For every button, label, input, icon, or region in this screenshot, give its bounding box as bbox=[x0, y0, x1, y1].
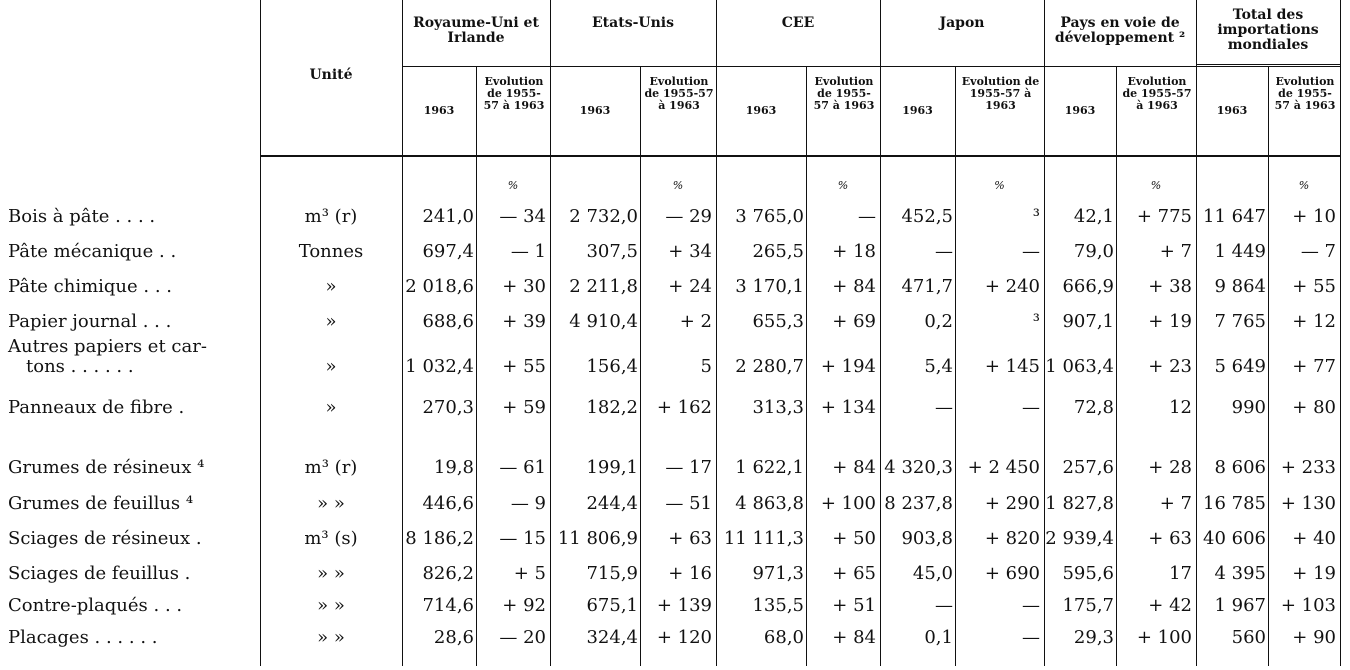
cell-value-1963: 307,5 bbox=[586, 241, 638, 262]
cell-value-1963: 135,5 bbox=[752, 595, 804, 616]
cell-value-1963: 4 910,4 bbox=[569, 311, 638, 332]
row-label: tons . . . . . . bbox=[26, 356, 134, 377]
cell-evolution: + 134 bbox=[820, 397, 876, 418]
cell-evolution: + 51 bbox=[832, 595, 876, 616]
cell-value-1963: 826,2 bbox=[422, 563, 474, 584]
year-header: 1963 bbox=[1064, 104, 1096, 117]
cell-value-1963: 1 063,4 bbox=[1045, 356, 1114, 377]
cell-evolution: + 2 450 bbox=[967, 457, 1040, 478]
cell-value-1963: 714,6 bbox=[422, 595, 474, 616]
cell-value-1963: 1 622,1 bbox=[735, 457, 804, 478]
header-rule-total bbox=[1196, 64, 1340, 65]
row-label: Panneaux de fibre . bbox=[8, 397, 185, 418]
cell-value-1963: 199,1 bbox=[586, 457, 638, 478]
header-rule-upper bbox=[402, 66, 1340, 67]
group-header: Total des importations mondiales bbox=[1217, 7, 1319, 53]
cell-evolution: 5 bbox=[700, 356, 712, 377]
cell-value-1963: 175,7 bbox=[1062, 595, 1114, 616]
year-header: 1963 bbox=[745, 104, 777, 117]
cell-value-1963: 715,9 bbox=[586, 563, 638, 584]
cell-evolution: + 84 bbox=[832, 276, 876, 297]
cell-evolution: — 15 bbox=[499, 528, 546, 549]
cell-evolution: — bbox=[1022, 241, 1040, 262]
cell-value-1963: 182,2 bbox=[586, 397, 638, 418]
cell-evolution: + 39 bbox=[502, 311, 546, 332]
cell-value-1963: 16 785 bbox=[1203, 493, 1266, 514]
cell-evolution: 17 bbox=[1169, 563, 1192, 584]
cell-evolution: + 28 bbox=[1148, 457, 1192, 478]
cell-value-1963: 42,1 bbox=[1073, 206, 1114, 227]
cell-evolution: + 90 bbox=[1292, 627, 1336, 648]
cell-value-1963: 990 bbox=[1231, 397, 1266, 418]
cell-evolution: + 194 bbox=[820, 356, 876, 377]
evolution-header: Evolution de 1955-57 à 1963 bbox=[1274, 75, 1336, 112]
cell-evolution: + 290 bbox=[984, 493, 1040, 514]
cell-evolution: + 100 bbox=[1136, 627, 1192, 648]
group-header: CEE bbox=[781, 15, 815, 31]
cell-evolution: + 50 bbox=[832, 528, 876, 549]
cell-value-1963: 45,0 bbox=[912, 563, 953, 584]
row-label: Pâte mécanique . . bbox=[8, 241, 177, 262]
percent-symbol: % bbox=[1298, 179, 1310, 192]
cell-evolution: + 65 bbox=[832, 563, 876, 584]
group-header: Etats-Unis bbox=[592, 15, 674, 31]
row-label: Sciages de résineux . bbox=[8, 528, 202, 549]
cell-value-1963: 5 649 bbox=[1214, 356, 1266, 377]
cell-value-1963: 0,2 bbox=[924, 311, 953, 332]
cell-value-1963: 446,6 bbox=[422, 493, 474, 514]
cell-value-1963: 4 395 bbox=[1214, 563, 1266, 584]
row-label: Papier journal . . . bbox=[8, 311, 172, 332]
cell-evolution: + 775 bbox=[1136, 206, 1192, 227]
cell-evolution: + 77 bbox=[1292, 356, 1336, 377]
cell-value-1963: 68,0 bbox=[763, 627, 804, 648]
cell-evolution: + 7 bbox=[1159, 241, 1192, 262]
cell-value-1963: 666,9 bbox=[1062, 276, 1114, 297]
cell-value-1963: 1 449 bbox=[1214, 241, 1266, 262]
cell-evolution: + 42 bbox=[1148, 595, 1192, 616]
cell-value-1963: 5,4 bbox=[924, 356, 953, 377]
cell-value-1963: 241,0 bbox=[422, 206, 474, 227]
cell-evolution: + 19 bbox=[1292, 563, 1336, 584]
cell-evolution: ³ bbox=[1032, 206, 1040, 227]
cell-evolution: + 820 bbox=[984, 528, 1040, 549]
cell-evolution: + 69 bbox=[832, 311, 876, 332]
row-unit: m³ (r) bbox=[304, 457, 358, 478]
group-header: Royaume-Uni et Irlande bbox=[413, 15, 539, 46]
cell-evolution: + 145 bbox=[984, 356, 1040, 377]
cell-value-1963: 244,4 bbox=[586, 493, 638, 514]
cell-evolution: + 2 bbox=[679, 311, 712, 332]
cell-value-1963: 11 111,3 bbox=[723, 528, 804, 549]
cell-value-1963: 257,6 bbox=[1062, 457, 1114, 478]
cell-value-1963: 2 280,7 bbox=[735, 356, 804, 377]
year-header: 1963 bbox=[579, 104, 611, 117]
cell-value-1963: 324,4 bbox=[586, 627, 638, 648]
cell-value-1963: 560 bbox=[1231, 627, 1266, 648]
evolution-header: Evolution de 1955-57 à 1963 bbox=[644, 75, 714, 112]
cell-value-1963: 903,8 bbox=[901, 528, 953, 549]
percent-symbol: % bbox=[507, 179, 519, 192]
cell-value-1963: 11 647 bbox=[1203, 206, 1266, 227]
group-header: Pays en voie de développement ² bbox=[1054, 15, 1186, 46]
cell-evolution: + 233 bbox=[1280, 457, 1336, 478]
row-unit: » » bbox=[317, 627, 345, 648]
cell-value-1963: 8 606 bbox=[1214, 457, 1266, 478]
cell-evolution: + 92 bbox=[502, 595, 546, 616]
row-unit: » bbox=[325, 356, 337, 377]
cell-evolution: — 20 bbox=[499, 627, 546, 648]
cell-value-1963: 72,8 bbox=[1073, 397, 1114, 418]
cell-evolution: — 34 bbox=[499, 206, 546, 227]
cell-value-1963: 655,3 bbox=[752, 311, 804, 332]
cell-value-1963: 971,3 bbox=[752, 563, 804, 584]
cell-value-1963: — bbox=[935, 241, 953, 262]
cell-evolution: — 7 bbox=[1300, 241, 1336, 262]
cell-value-1963: 270,3 bbox=[422, 397, 474, 418]
cell-value-1963: 907,1 bbox=[1062, 311, 1114, 332]
row-label: Placages . . . . . . bbox=[8, 627, 158, 648]
cell-value-1963: 79,0 bbox=[1073, 241, 1114, 262]
cell-evolution: + 240 bbox=[984, 276, 1040, 297]
cell-evolution: + 63 bbox=[668, 528, 712, 549]
cell-evolution: — 61 bbox=[499, 457, 546, 478]
cell-evolution: + 59 bbox=[502, 397, 546, 418]
cell-evolution: + 80 bbox=[1292, 397, 1336, 418]
cell-evolution: ³ bbox=[1032, 311, 1040, 332]
row-label: Pâte chimique . . . bbox=[8, 276, 172, 297]
cell-value-1963: 688,6 bbox=[422, 311, 474, 332]
cell-evolution: + 30 bbox=[502, 276, 546, 297]
cell-value-1963: 2 211,8 bbox=[569, 276, 638, 297]
row-label: Contre-plaqués . . . bbox=[8, 595, 183, 616]
cell-evolution: — bbox=[1022, 627, 1040, 648]
cell-value-1963: 697,4 bbox=[422, 241, 474, 262]
cell-value-1963: 8 237,8 bbox=[884, 493, 953, 514]
cell-evolution: + 162 bbox=[656, 397, 712, 418]
row-unit: m³ (r) bbox=[304, 206, 358, 227]
cell-value-1963: 595,6 bbox=[1062, 563, 1114, 584]
cell-evolution: — 51 bbox=[665, 493, 712, 514]
cell-value-1963: 156,4 bbox=[586, 356, 638, 377]
cell-value-1963: 4 863,8 bbox=[735, 493, 804, 514]
cell-evolution: — bbox=[858, 206, 876, 227]
cell-evolution: + 34 bbox=[668, 241, 712, 262]
cell-value-1963: 2 939,4 bbox=[1045, 528, 1114, 549]
cell-value-1963: 452,5 bbox=[901, 206, 953, 227]
row-unit: » bbox=[325, 276, 337, 297]
cell-evolution: + 10 bbox=[1292, 206, 1336, 227]
group-header: Japon bbox=[939, 15, 985, 31]
cell-value-1963: 2 732,0 bbox=[569, 206, 638, 227]
cell-evolution: — 9 bbox=[510, 493, 546, 514]
cell-value-1963: 40 606 bbox=[1203, 528, 1266, 549]
cell-value-1963: 4 320,3 bbox=[884, 457, 953, 478]
cell-evolution: + 19 bbox=[1148, 311, 1192, 332]
row-unit: Tonnes bbox=[298, 241, 364, 262]
cell-evolution: + 120 bbox=[656, 627, 712, 648]
cell-evolution: + 690 bbox=[984, 563, 1040, 584]
cell-value-1963: — bbox=[935, 397, 953, 418]
cell-value-1963: 1 967 bbox=[1214, 595, 1266, 616]
cell-evolution: 12 bbox=[1169, 397, 1192, 418]
cell-value-1963: 7 765 bbox=[1214, 311, 1266, 332]
row-label: Sciages de feuillus . bbox=[8, 563, 191, 584]
cell-evolution: — bbox=[1022, 397, 1040, 418]
cell-value-1963: 9 864 bbox=[1214, 276, 1266, 297]
cell-value-1963: 2 018,6 bbox=[405, 276, 474, 297]
column-rule bbox=[1340, 0, 1341, 666]
cell-value-1963: 265,5 bbox=[752, 241, 804, 262]
cell-value-1963: 8 186,2 bbox=[405, 528, 474, 549]
cell-evolution: + 40 bbox=[1292, 528, 1336, 549]
cell-evolution: — bbox=[1022, 595, 1040, 616]
cell-evolution: + 12 bbox=[1292, 311, 1336, 332]
percent-symbol: % bbox=[837, 179, 849, 192]
row-unit: » bbox=[325, 311, 337, 332]
cell-evolution: + 38 bbox=[1148, 276, 1192, 297]
cell-value-1963: 29,3 bbox=[1073, 627, 1114, 648]
year-header: 1963 bbox=[1216, 104, 1248, 117]
row-unit: » bbox=[325, 397, 337, 418]
cell-evolution: + 5 bbox=[513, 563, 546, 584]
header-rule-lower bbox=[260, 155, 1340, 157]
cell-value-1963: 1 827,8 bbox=[1045, 493, 1114, 514]
cell-evolution: — 17 bbox=[665, 457, 712, 478]
evolution-header: Evolution de 1955-57 à 1963 bbox=[483, 75, 545, 112]
evolution-header: Evolution de 1955-57 à 1963 bbox=[961, 75, 1040, 112]
cell-evolution: + 24 bbox=[668, 276, 712, 297]
cell-value-1963: 0,1 bbox=[924, 627, 953, 648]
percent-symbol: % bbox=[994, 179, 1005, 192]
cell-value-1963: 19,8 bbox=[433, 457, 474, 478]
cell-value-1963: 313,3 bbox=[752, 397, 804, 418]
cell-evolution: + 7 bbox=[1159, 493, 1192, 514]
row-label: Autres papiers et car- bbox=[8, 336, 207, 357]
percent-symbol: % bbox=[1150, 179, 1162, 192]
row-label: Grumes de résineux ⁴ bbox=[8, 457, 205, 478]
cell-value-1963: 3 170,1 bbox=[735, 276, 804, 297]
cell-value-1963: 471,7 bbox=[901, 276, 953, 297]
cell-evolution: + 55 bbox=[1292, 276, 1336, 297]
cell-evolution: + 55 bbox=[502, 356, 546, 377]
row-label: Grumes de feuillus ⁴ bbox=[8, 493, 194, 514]
cell-value-1963: — bbox=[935, 595, 953, 616]
cell-evolution: + 63 bbox=[1148, 528, 1192, 549]
cell-value-1963: 1 032,4 bbox=[405, 356, 474, 377]
cell-evolution: + 130 bbox=[1280, 493, 1336, 514]
cell-value-1963: 28,6 bbox=[433, 627, 474, 648]
cell-evolution: + 139 bbox=[656, 595, 712, 616]
cell-value-1963: 675,1 bbox=[586, 595, 638, 616]
cell-evolution: + 103 bbox=[1280, 595, 1336, 616]
cell-value-1963: 3 765,0 bbox=[735, 206, 804, 227]
cell-evolution: + 84 bbox=[832, 457, 876, 478]
cell-value-1963: 11 806,9 bbox=[557, 528, 638, 549]
cell-evolution: + 18 bbox=[832, 241, 876, 262]
cell-evolution: + 84 bbox=[832, 627, 876, 648]
row-label: Bois à pâte . . . . bbox=[8, 206, 156, 227]
cell-evolution: — 1 bbox=[510, 241, 546, 262]
cell-evolution: + 16 bbox=[668, 563, 712, 584]
evolution-header: Evolution de 1955-57 à 1963 bbox=[813, 75, 875, 112]
cell-evolution: + 23 bbox=[1148, 356, 1192, 377]
row-unit: » » bbox=[317, 595, 345, 616]
cell-evolution: + 100 bbox=[820, 493, 876, 514]
percent-symbol: % bbox=[672, 179, 684, 192]
evolution-header: Evolution de 1955-57 à 1963 bbox=[1122, 75, 1192, 112]
unit-header: Unité bbox=[309, 67, 353, 83]
year-header: 1963 bbox=[902, 104, 933, 117]
cell-evolution: — 29 bbox=[665, 206, 712, 227]
row-unit: » » bbox=[317, 563, 345, 584]
row-unit: m³ (s) bbox=[304, 528, 358, 549]
year-header: 1963 bbox=[423, 104, 455, 117]
row-unit: » » bbox=[317, 493, 345, 514]
